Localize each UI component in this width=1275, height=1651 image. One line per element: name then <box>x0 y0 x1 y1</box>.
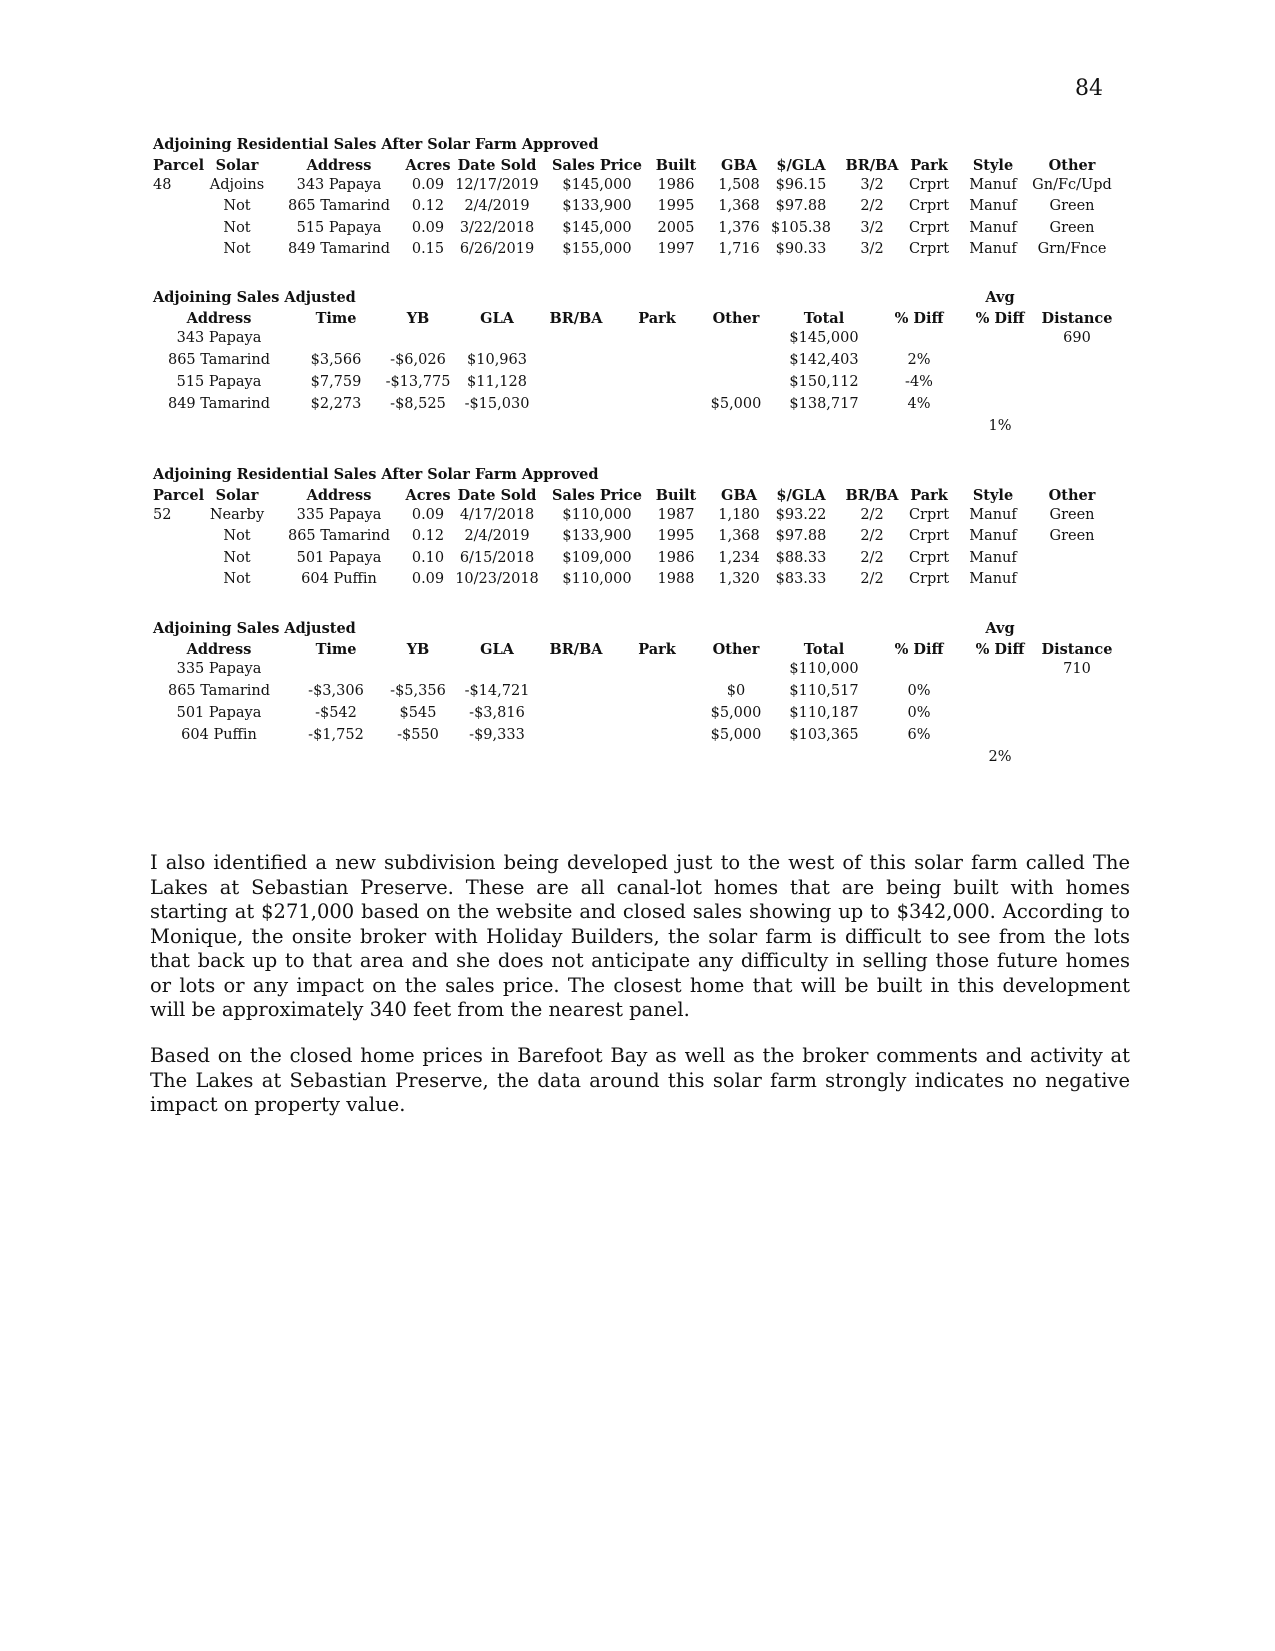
column-header: Solar <box>215 487 259 504</box>
table-cell: Not <box>223 549 251 566</box>
table-cell: 1987 <box>657 507 695 523</box>
table-cell: 0.12 <box>411 198 445 215</box>
table-cell: 1,320 <box>718 570 760 587</box>
table-cell: 1,368 <box>718 528 760 545</box>
table-cell: Manuf <box>969 549 1017 566</box>
column-header: Address <box>186 641 252 658</box>
table-caption: Adjoining Residential Sales After Solar Farm Approved <box>153 136 599 153</box>
table-cell: -$13,775 <box>385 374 451 390</box>
table-row <box>153 177 1133 197</box>
table-cell: $110,000 <box>562 507 632 523</box>
table-cell: -$5,356 <box>390 683 446 699</box>
column-header: Park <box>910 487 948 504</box>
column-header: % Diff <box>975 641 1025 658</box>
table-cell: 1,368 <box>718 198 760 215</box>
table-cell: 1,180 <box>718 507 760 523</box>
table-row <box>153 220 1133 240</box>
table-cell: Crprt <box>908 198 950 215</box>
table-cell: $133,900 <box>562 528 632 545</box>
column-header: Parcel <box>153 487 205 504</box>
table-cell: Manuf <box>969 240 1017 257</box>
column-header: Time <box>315 310 357 327</box>
table-row <box>153 198 1133 218</box>
paragraph-conclusion: Based on the closed home prices in Barefoot Bay as well as the broker comments and activity at The Lakes at Sebastian Preserve, the data around this solar farm strongly indicates no negative impact on property value. <box>150 1044 1130 1116</box>
column-header: GLA <box>480 641 514 658</box>
table-row <box>153 683 1133 703</box>
table-cell: 0.09 <box>411 219 445 236</box>
table-cell: 335 Papaya <box>296 507 382 523</box>
column-header: Acres <box>405 157 451 174</box>
table-cell: 0.12 <box>411 528 445 545</box>
table-cell: 3/2 <box>860 240 884 257</box>
table-cell: $145,000 <box>789 330 859 346</box>
column-header: Other <box>1048 157 1096 174</box>
page-number: 84 <box>1075 76 1103 101</box>
table-cell: $110,000 <box>562 570 632 587</box>
table-cell: 515 Papaya <box>296 219 382 236</box>
avg-percent-diff: 2% <box>988 749 1012 765</box>
table-cell: $0 <box>726 683 746 699</box>
table-cell: Not <box>223 528 251 545</box>
table-cell: Manuf <box>969 219 1017 236</box>
table-cell: 2/2 <box>860 198 884 215</box>
column-header: Distance <box>1041 641 1113 658</box>
column-header: $/GLA <box>776 157 826 174</box>
column-header: Built <box>655 157 697 174</box>
table-cell: 710 <box>1063 661 1091 677</box>
table-cell: Not <box>223 219 251 236</box>
table-row <box>153 374 1133 394</box>
column-header: % Diff <box>894 641 944 658</box>
table-cell: $110,517 <box>789 683 859 699</box>
avg-label: Avg <box>985 620 1015 637</box>
column-header: GLA <box>480 310 514 327</box>
column-header: BR/BA <box>549 310 603 327</box>
table-cell: -$6,026 <box>390 352 446 368</box>
table-header-row <box>153 310 1133 330</box>
table-cell: -$542 <box>315 705 357 721</box>
avg-label: Avg <box>985 289 1015 306</box>
column-header: Distance <box>1041 310 1113 327</box>
table-cell: $150,112 <box>789 374 859 390</box>
table-cell: 6/15/2018 <box>459 549 535 566</box>
table-cell: 1,376 <box>718 219 760 236</box>
table-cell: $109,000 <box>562 549 632 566</box>
column-header: Park <box>638 310 676 327</box>
table-row <box>153 571 1133 591</box>
table-cell: 0% <box>907 705 931 721</box>
column-header: Address <box>306 487 372 504</box>
table-cell: 2% <box>907 352 931 368</box>
table-row <box>153 241 1133 261</box>
column-header: GBA <box>721 487 757 504</box>
column-header: Address <box>306 157 372 174</box>
column-header: Parcel <box>153 157 205 174</box>
table-cell: -4% <box>905 374 933 390</box>
column-header: % Diff <box>894 310 944 327</box>
table-cell: 2/4/2019 <box>464 528 530 545</box>
table-cell: Green <box>1049 507 1095 523</box>
table-cell: 849 Tamarind <box>167 396 271 412</box>
table-cell: 1995 <box>657 198 695 215</box>
table-cell: 604 Puffin <box>181 727 257 743</box>
column-header: Style <box>972 157 1014 174</box>
table-cell: -$9,333 <box>469 727 525 743</box>
table-cell: $10,963 <box>467 352 527 368</box>
table-row <box>153 330 1133 350</box>
table-cell: 501 Papaya <box>296 549 382 566</box>
table-cell: Manuf <box>969 507 1017 523</box>
table-cell: 2/2 <box>860 528 884 545</box>
table-cell: 4% <box>907 396 931 412</box>
column-header: Park <box>638 641 676 658</box>
table-cell: $110,000 <box>789 661 859 677</box>
table-cell: Crprt <box>908 528 950 545</box>
table-cell: $7,759 <box>310 374 362 390</box>
column-header: Solar <box>215 157 259 174</box>
table-cell: $2,273 <box>310 396 362 412</box>
column-header: Other <box>1048 487 1096 504</box>
table-cell: -$3,306 <box>308 683 364 699</box>
avg-label-row <box>153 289 1133 309</box>
table-cell: 2/2 <box>860 549 884 566</box>
table-cell: 1,716 <box>718 240 760 257</box>
table-cell: $93.22 <box>775 507 827 523</box>
table-cell: Manuf <box>969 528 1017 545</box>
table-cell: $545 <box>399 705 437 721</box>
table-cell: 2/2 <box>860 570 884 587</box>
table-cell: Crprt <box>908 570 950 587</box>
avg-value-row <box>153 749 1133 769</box>
table-cell: -$3,816 <box>469 705 525 721</box>
table-cell: 2/4/2019 <box>464 198 530 215</box>
avg-label-row <box>153 620 1133 640</box>
table-cell: 1997 <box>657 240 695 257</box>
table-row <box>153 352 1133 372</box>
column-header: Acres <box>405 487 451 504</box>
table-cell: 1988 <box>657 570 695 587</box>
table-cell: 10/23/2018 <box>455 570 539 587</box>
table-cell: $110,187 <box>789 705 859 721</box>
column-header: Other <box>712 641 760 658</box>
table-cell: $97.88 <box>775 198 827 215</box>
column-header: Style <box>972 487 1014 504</box>
table-cell: 0% <box>907 683 931 699</box>
column-header: BR/BA <box>845 487 899 504</box>
table-cell: $97.88 <box>775 528 827 545</box>
table-row <box>153 727 1133 747</box>
table-cell: Crprt <box>908 219 950 236</box>
table-cell: 343 Papaya <box>176 330 262 346</box>
table-cell: Gn/Fc/Upd <box>1032 177 1112 193</box>
table-cell: $155,000 <box>562 240 632 257</box>
column-header: Park <box>910 157 948 174</box>
column-header: Date Sold <box>457 157 537 174</box>
table-cell: 3/2 <box>860 219 884 236</box>
column-header: Time <box>315 641 357 658</box>
table-cell: 865 Tamarind <box>167 352 271 368</box>
column-header: Address <box>186 310 252 327</box>
table-cell: Grn/Fnce <box>1037 240 1107 257</box>
table-cell: 865 Tamarind <box>167 683 271 699</box>
table-cell: Crprt <box>908 507 950 523</box>
table-cell: Manuf <box>969 570 1017 587</box>
table-cell: -$550 <box>397 727 439 743</box>
table-cell: $145,000 <box>562 219 632 236</box>
table-header-row <box>153 487 1133 507</box>
table-cell: $105.38 <box>771 219 831 236</box>
table-row <box>153 528 1133 548</box>
table-cell: 0.15 <box>411 240 445 257</box>
column-header: YB <box>406 310 430 327</box>
table-cell: 48 <box>153 177 172 193</box>
table-row <box>153 705 1133 725</box>
table-cell: $145,000 <box>562 177 632 193</box>
table-cell: $88.33 <box>775 549 827 566</box>
table-cell: 12/17/2019 <box>455 177 539 193</box>
table-cell: $83.33 <box>775 570 827 587</box>
table-cell: 0.09 <box>411 507 445 523</box>
paragraph-subdivision: I also identified a new subdivision being developed just to the west of this solar farm called The Lakes at Sebastian Preserve. These are all canal-lot homes that are being built with homes starting at $271,000 based on the website and closed sales showing up to $342,000. According to Monique, the onsite broker with Holiday Builders, the solar farm is difficult to see from the lots that back up to that area and she does not anticipate any difficulty in selling those future homes or lots or any impact on the sales price. The closest home that will be built in this development will be approximately 340 feet from the nearest panel. <box>150 851 1130 1021</box>
column-header: $/GLA <box>776 487 826 504</box>
table-cell: 6% <box>907 727 931 743</box>
table-row <box>153 661 1133 681</box>
table-cell: $5,000 <box>710 727 762 743</box>
table-cell: 0.10 <box>411 549 445 566</box>
table-cell: -$15,030 <box>464 396 530 412</box>
table-caption: Adjoining Sales Adjusted <box>153 620 356 637</box>
table-cell: -$14,721 <box>464 683 530 699</box>
table-cell: -$8,525 <box>390 396 446 412</box>
table-row <box>153 550 1133 570</box>
column-header: BR/BA <box>549 641 603 658</box>
table-cell: Green <box>1049 528 1095 545</box>
table-cell: 515 Papaya <box>176 374 262 390</box>
table-cell: 865 Tamarind <box>287 198 391 215</box>
avg-value-row <box>153 418 1133 438</box>
table-cell: 1986 <box>657 549 695 566</box>
table-row <box>153 507 1133 527</box>
table-caption: Adjoining Sales Adjusted <box>153 289 356 306</box>
table-cell: 1,234 <box>718 549 760 566</box>
table-cell: 604 Puffin <box>301 570 377 587</box>
column-header: YB <box>406 641 430 658</box>
table-cell: 1995 <box>657 528 695 545</box>
table-cell: Crprt <box>908 177 950 193</box>
table-cell: $3,566 <box>310 352 362 368</box>
table-header-row <box>153 157 1133 177</box>
table-cell: $5,000 <box>710 705 762 721</box>
table-cell: $142,403 <box>789 352 859 368</box>
table-cell: 335 Papaya <box>176 661 262 677</box>
column-header: Built <box>655 487 697 504</box>
table-cell: 501 Papaya <box>176 705 262 721</box>
table-cell: Green <box>1049 219 1095 236</box>
table-cell: Not <box>223 240 251 257</box>
column-header: Total <box>803 310 845 327</box>
table-cell: $96.15 <box>775 177 827 193</box>
table-cell: 343 Papaya <box>296 177 382 193</box>
table-cell: 3/2 <box>860 177 884 193</box>
column-header: GBA <box>721 157 757 174</box>
table-cell: 52 <box>153 507 172 523</box>
table-cell: Crprt <box>908 240 950 257</box>
table-cell: 865 Tamarind <box>287 528 391 545</box>
table-cell: $90.33 <box>775 240 827 257</box>
avg-percent-diff: 1% <box>988 418 1012 434</box>
table-cell: $133,900 <box>562 198 632 215</box>
table-caption: Adjoining Residential Sales After Solar Farm Approved <box>153 466 599 483</box>
table-cell: 2/2 <box>860 507 884 523</box>
column-header: Sales Price <box>552 157 642 174</box>
column-header: Other <box>712 310 760 327</box>
table-row <box>153 396 1133 416</box>
table-cell: 2005 <box>657 219 695 236</box>
column-header: % Diff <box>975 310 1025 327</box>
table-cell: Not <box>223 198 251 215</box>
table-cell: $138,717 <box>789 396 859 412</box>
table-cell: 6/26/2019 <box>459 240 535 257</box>
column-header: Date Sold <box>457 487 537 504</box>
table-cell: Not <box>223 570 251 587</box>
table-cell: Adjoins <box>209 177 265 193</box>
table-cell: 4/17/2018 <box>459 507 535 523</box>
table-cell: $5,000 <box>710 396 762 412</box>
table-cell: $103,365 <box>789 727 859 743</box>
table-header-row <box>153 641 1133 661</box>
column-header: BR/BA <box>845 157 899 174</box>
table-cell: 0.09 <box>411 177 445 193</box>
table-cell: 690 <box>1063 330 1091 346</box>
table-cell: Nearby <box>209 507 265 523</box>
table-cell: 0.09 <box>411 570 445 587</box>
column-header: Total <box>803 641 845 658</box>
table-cell: 1,508 <box>718 177 760 193</box>
table-cell: Crprt <box>908 549 950 566</box>
table-cell: 3/22/2018 <box>459 219 535 236</box>
table-cell: 849 Tamarind <box>287 240 391 257</box>
column-header: Sales Price <box>552 487 642 504</box>
table-cell: -$1,752 <box>308 727 364 743</box>
table-cell: Manuf <box>969 198 1017 215</box>
table-cell: Green <box>1049 198 1095 215</box>
table-cell: $11,128 <box>467 374 527 390</box>
table-cell: Manuf <box>969 177 1017 193</box>
table-cell: 1986 <box>657 177 695 193</box>
